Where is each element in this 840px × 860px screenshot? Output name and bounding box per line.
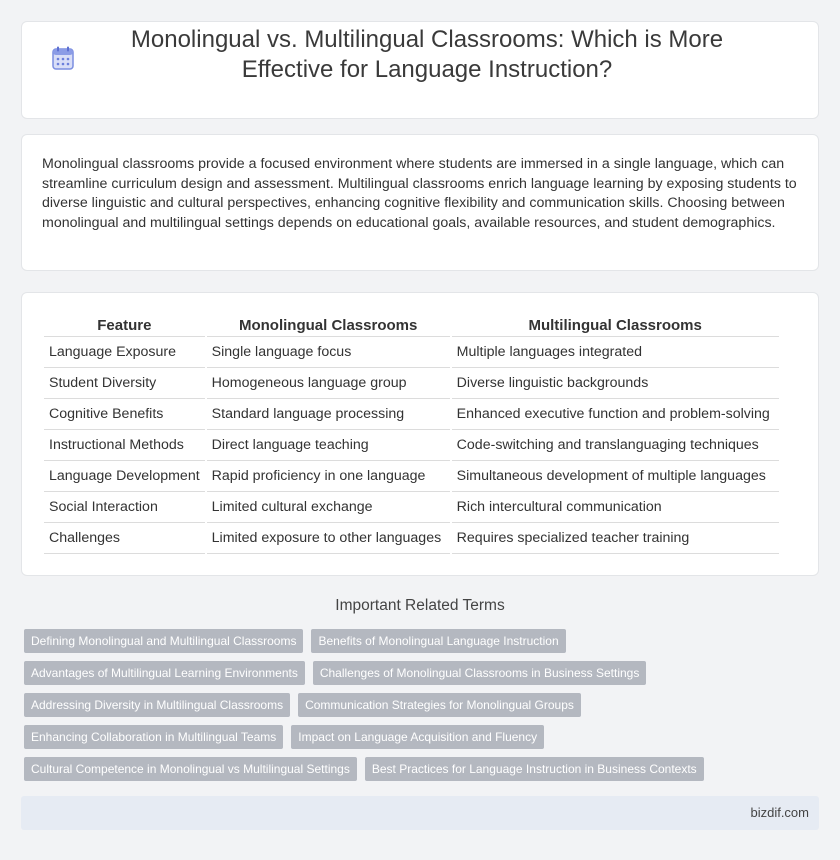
table-row — [44, 523, 779, 554]
comparison-table-card — [21, 292, 819, 576]
related-term-tag[interactable]: Cultural Competence in Monolingual vs Multilingual Settings — [24, 757, 357, 781]
related-term-tag[interactable]: Enhancing Collaboration in Multilingual Teams — [24, 725, 283, 749]
table-cell: Single language focus — [207, 337, 450, 368]
tag-row — [24, 757, 824, 781]
table-cell: Challenges — [44, 523, 205, 554]
table-cell: Instructional Methods — [44, 430, 205, 461]
related-term-tag[interactable]: Advantages of Multilingual Learning Environments — [24, 661, 305, 685]
table-cell: Limited exposure to other languages — [207, 523, 450, 554]
table-cell: Rapid proficiency in one language — [207, 461, 450, 492]
table-cell: Student Diversity — [44, 368, 205, 399]
table-cell: Limited cultural exchange — [207, 492, 450, 523]
table-cell: Simultaneous development of multiple languages — [452, 461, 779, 492]
intro-paragraph: Monolingual classrooms provide a focused environment where students are immersed in a single language, which can streamline curriculum design and assessment. Multilingual classrooms enrich language learning by exposing students to diverse linguistic and cultural perspectives, enhancing cognitive flexibility and communication skills. Choosing between monolingual and multilingual settings depends on educational goals, available resources, and student demographics. — [42, 156, 797, 231]
tag-row — [24, 693, 824, 717]
related-term-tag[interactable]: Defining Monolingual and Multilingual Classrooms — [24, 629, 303, 653]
table-row — [44, 461, 779, 492]
related-term-tag[interactable]: Challenges of Monolingual Classrooms in Business Settings — [313, 661, 647, 685]
table-cell: Cognitive Benefits — [44, 399, 205, 430]
table-cell: Language Exposure — [44, 337, 205, 368]
table-cell: Rich intercultural communication — [452, 492, 779, 523]
site-name[interactable]: bizdif.com — [750, 805, 809, 820]
tag-row — [24, 629, 824, 653]
calendar-icon — [52, 46, 74, 70]
footer — [21, 796, 819, 830]
related-terms-list — [24, 629, 824, 789]
related-term-tag[interactable]: Best Practices for Language Instruction in Business Contexts — [365, 757, 704, 781]
table-row — [44, 399, 779, 430]
table-header-multilingual: Multilingual Classrooms — [452, 315, 779, 337]
intro-card — [21, 134, 819, 271]
tag-row — [24, 725, 824, 749]
table-cell: Multiple languages integrated — [452, 337, 779, 368]
table-cell: Requires specialized teacher training — [452, 523, 779, 554]
tag-row — [24, 661, 824, 685]
table-row — [44, 492, 779, 523]
table-row — [44, 337, 779, 368]
page-title: Monolingual vs. Multilingual Classrooms: Which is More Effective for Language Instruction? — [130, 26, 724, 83]
related-term-tag[interactable]: Benefits of Monolingual Language Instruction — [311, 629, 565, 653]
table-row — [44, 430, 779, 461]
comparison-table — [42, 315, 781, 554]
table-cell: Social Interaction — [44, 492, 205, 523]
table-header-row — [44, 315, 779, 337]
table-cell: Language Development — [44, 461, 205, 492]
table-cell: Homogeneous language group — [207, 368, 450, 399]
table-header-monolingual: Monolingual Classrooms — [207, 315, 450, 337]
related-term-tag[interactable]: Communication Strategies for Monolingual Groups — [298, 693, 581, 717]
table-header-feature: Feature — [44, 315, 205, 337]
related-terms-title: Important Related Terms — [335, 597, 505, 614]
table-cell: Diverse linguistic backgrounds — [452, 368, 779, 399]
related-term-tag[interactable]: Impact on Language Acquisition and Fluency — [291, 725, 544, 749]
table-row — [44, 368, 779, 399]
table-cell: Code-switching and translanguaging techniques — [452, 430, 779, 461]
table-cell: Direct language teaching — [207, 430, 450, 461]
related-term-tag[interactable]: Addressing Diversity in Multilingual Classrooms — [24, 693, 290, 717]
table-cell: Standard language processing — [207, 399, 450, 430]
table-cell: Enhanced executive function and problem-solving — [452, 399, 779, 430]
